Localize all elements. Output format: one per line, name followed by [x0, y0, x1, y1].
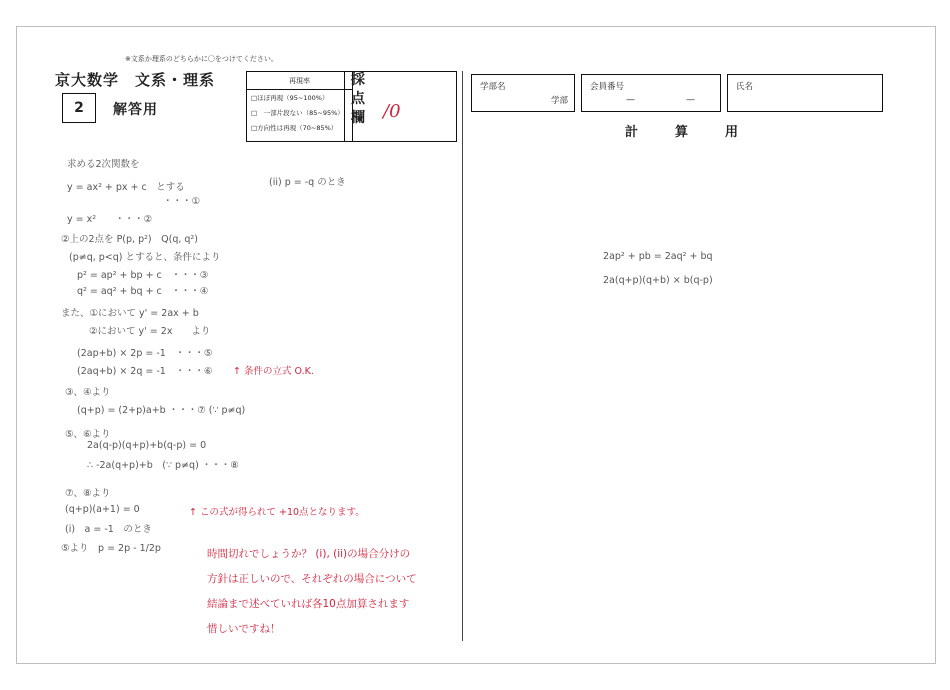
member-number-label: 会員番号 — [590, 82, 625, 92]
name-label: 氏名 — [736, 82, 754, 92]
score-value: /0 — [383, 101, 401, 122]
answer-line: ②上の2点を P(p, p²) Q(q, q²) — [61, 234, 198, 245]
instruction-note: ※文系か理系のどちらかに〇をつけてください。 — [125, 55, 278, 63]
answer-line: ⑦、⑧より — [65, 488, 111, 499]
case-note: (ii) p = -q のとき — [269, 177, 346, 188]
reproduction-rate-title: 再現率 — [247, 72, 352, 90]
score-label-char: 欄 — [351, 110, 365, 126]
answer-line: p² = ap² + bp + c ・・・③ — [77, 270, 209, 281]
answer-line: 求める2次関数を — [67, 159, 140, 170]
answer-line: (q+p)(a+1) = 0 — [65, 504, 140, 515]
calc-line: 2ap² + pb = 2aq² + bq — [603, 251, 713, 262]
grader-comment-line: 時間切れでしょうか？ (i), (ii)の場合分けの — [207, 548, 411, 560]
answer-line: (p≠q, p<q) とすると、条件により — [69, 252, 221, 263]
member-number-dash: — — [626, 95, 635, 105]
department-label: 学部名 — [480, 82, 506, 92]
exam-title: 京大数学 文系・理系 — [55, 71, 216, 89]
answer-line: y = ax² + px + c とする — [67, 182, 185, 193]
grader-note-points: ↑ この式が得られて +10点となります。 — [189, 507, 365, 518]
answer-line: ⑤より p = 2p - 1/2p — [61, 543, 161, 554]
answer-line: (q+p) = (2+p)a+b ・・・⑦ (∵ p≠q) — [77, 405, 246, 416]
answer-line: 2a(q-p)(q+p)+b(q-p) = 0 — [87, 440, 207, 451]
reproduction-option[interactable]: □ほぼ再現（95~100%） — [251, 94, 329, 102]
answer-line: ③、④より — [65, 387, 111, 398]
score-label — [351, 71, 369, 128]
score-label-char: 採 — [351, 72, 365, 88]
answer-line: ・・・① — [163, 196, 201, 207]
name-field[interactable] — [727, 74, 883, 112]
reproduction-rate-box — [246, 71, 353, 142]
reproduction-option[interactable]: □方向性は再現（70~85%） — [251, 124, 338, 132]
answer-line: ∴ -2a(q+p)+b (∵ p≠q) ・・・⑧ — [87, 460, 239, 471]
grader-note-condition: ↑ 条件の立式 O.K. — [233, 366, 314, 377]
question-number: 2 — [74, 100, 84, 116]
sheet-label: 解答用 — [113, 102, 158, 118]
answer-line: ②において y' = 2x より — [89, 326, 211, 337]
member-number-field[interactable] — [581, 74, 721, 112]
reproduction-option[interactable]: □ 一部片段ない（85~95%） — [251, 109, 344, 117]
answer-line: また、①において y' = 2ax + b — [61, 308, 199, 319]
calc-label: 計 算 用 — [625, 125, 751, 140]
answer-line: (i) a = -1 のとき — [65, 524, 152, 535]
answer-line: ⑤、⑥より — [65, 429, 111, 440]
answer-line: q² = aq² + bq + c ・・・④ — [77, 286, 209, 297]
grader-comment-line: 結論まで述べていれば各10点加算されます — [207, 598, 410, 610]
answer-line: (2ap+b) × 2p = -1 ・・・⑤ — [77, 348, 213, 359]
answer-line: y = x² ・・・② — [67, 214, 153, 225]
grader-comment-line: 惜しいですね！ — [207, 623, 281, 635]
score-label-char: 点 — [351, 91, 365, 107]
answer-line: (2aq+b) × 2q = -1 ・・・⑥ — [77, 366, 213, 377]
question-number-box — [62, 93, 96, 123]
grader-comment-line: 方針は正しいので、それぞれの場合について — [207, 573, 417, 585]
department-suffix: 学部 — [550, 96, 568, 106]
department-field[interactable] — [471, 74, 575, 112]
page-divider — [462, 71, 463, 641]
member-number-dash: — — [686, 95, 695, 105]
calc-line: 2a(q+p)(q+b) × b(q-p) — [603, 275, 713, 286]
answer-sheet — [16, 26, 936, 664]
